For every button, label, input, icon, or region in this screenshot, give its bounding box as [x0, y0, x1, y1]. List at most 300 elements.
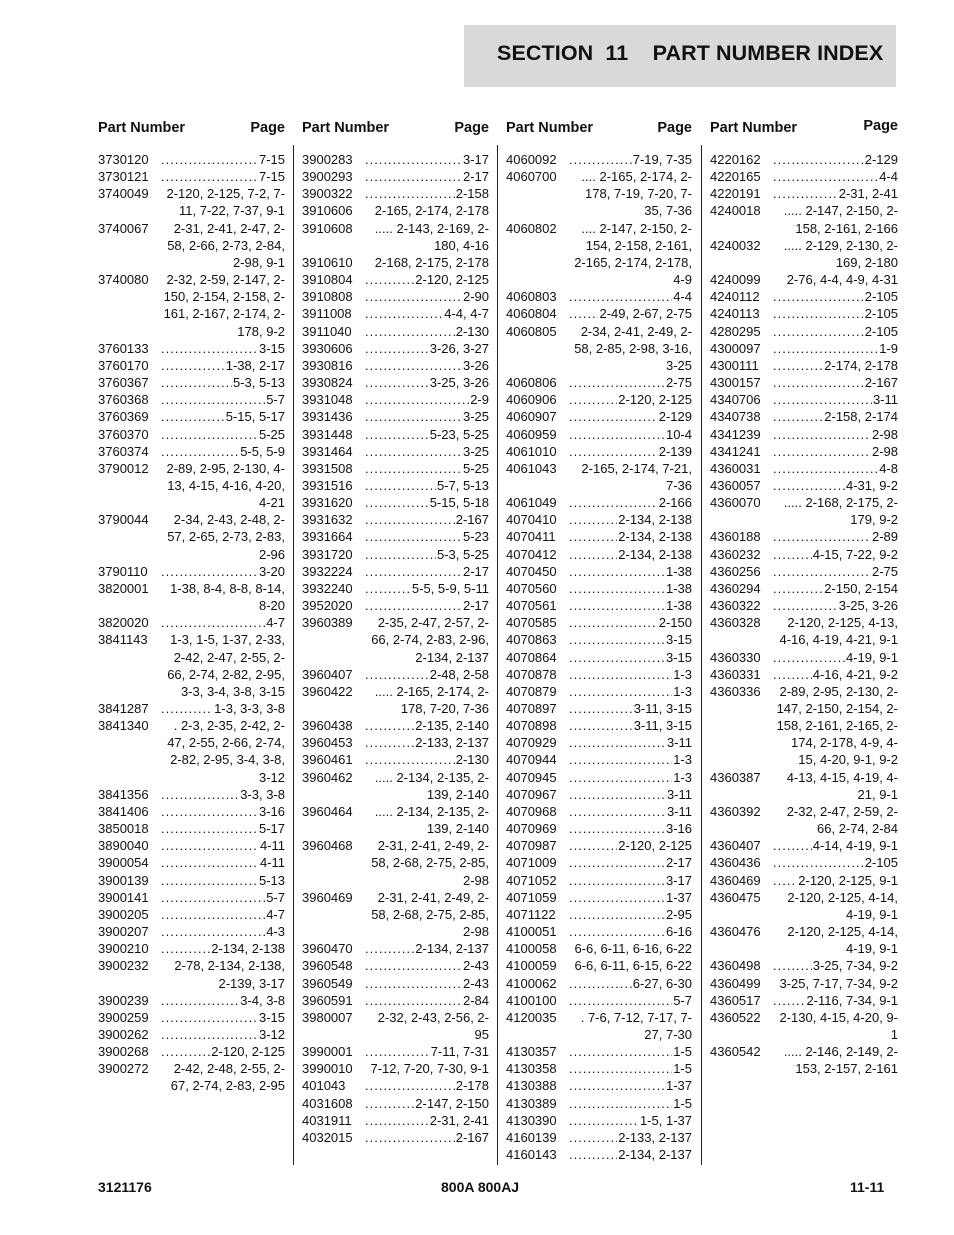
- page-reference-line: [364, 185, 489, 202]
- dot-leader: [569, 443, 658, 460]
- part-number: 4300111: [710, 357, 759, 373]
- part-number: 3931448: [302, 426, 353, 442]
- page-references: 4-4, 4-7: [444, 306, 489, 322]
- dot-leader: [569, 426, 665, 443]
- page-references: 3-17: [665, 872, 692, 888]
- page-references: 2-120, 2-125: [618, 838, 692, 854]
- index-column-4: [710, 120, 898, 1077]
- dot-leader: [773, 528, 871, 545]
- part-number: 3911008: [302, 306, 352, 322]
- index-entry: [506, 854, 692, 871]
- page-references: 2-75: [665, 375, 692, 391]
- index-entry: [506, 700, 692, 717]
- index-entry: [710, 477, 898, 494]
- page-reference-line: [568, 906, 692, 923]
- index-entry: [98, 340, 285, 357]
- page-reference-line: [568, 408, 692, 425]
- page-references: 4-7: [266, 615, 285, 631]
- page-reference-line: [364, 426, 489, 443]
- index-entry: [710, 528, 898, 545]
- index-entry: [302, 580, 489, 597]
- index-entry: [710, 357, 898, 374]
- part-number: 3931632: [302, 512, 353, 528]
- dot-leader: [569, 717, 633, 734]
- index-entry: [710, 202, 898, 236]
- page-references: 3-25, 3-26: [838, 598, 898, 614]
- page-reference-line: [772, 374, 898, 391]
- index-entry: [302, 271, 489, 288]
- dot-leader: [161, 443, 239, 460]
- page-reference-line: [160, 614, 285, 631]
- dot-leader: [365, 1129, 455, 1146]
- page-references: 2-178: [455, 1078, 489, 1094]
- part-number: 4360070: [710, 495, 761, 511]
- page-references: 2-166: [658, 495, 692, 511]
- index-entry: [302, 992, 489, 1009]
- dot-leader: [161, 872, 258, 889]
- index-entry: [506, 957, 692, 974]
- page-reference-line: [160, 443, 285, 460]
- page-reference-line: [772, 391, 898, 408]
- dot-leader: [161, 803, 258, 820]
- index-entry: [302, 803, 489, 837]
- part-number: 3931720: [302, 546, 353, 562]
- page-references: 2-168, 2-175, 2-178: [374, 254, 489, 270]
- dot-leader: [161, 426, 258, 443]
- page-references: 2-31, 2-41, 2-49, 2-58, 2-68, 2-75, 2-85, 2-98: [371, 889, 489, 940]
- page-references: 1-38, 8-4, 8-8, 8-14, 8-20: [170, 580, 285, 614]
- dot-leader: [773, 854, 864, 871]
- page-references: 4-3: [266, 924, 285, 940]
- index-entry: [710, 580, 898, 597]
- index-entry: [506, 220, 692, 289]
- dot-leader: [365, 271, 414, 288]
- page-reference-line: [568, 426, 692, 443]
- dot-leader: [365, 494, 429, 511]
- index-entry: [98, 460, 285, 511]
- page-references: 2-43: [462, 958, 489, 974]
- page-references: 2-158, 2-174: [824, 409, 898, 425]
- dot-leader: [773, 288, 864, 305]
- dot-leader: [161, 940, 210, 957]
- index-entry: [506, 1146, 692, 1163]
- page-references: 5-23: [462, 529, 489, 545]
- part-number: 4360031: [710, 460, 761, 476]
- page-references: 2-17: [462, 598, 489, 614]
- part-number: 4240018: [710, 203, 761, 219]
- index-entry: [98, 786, 285, 803]
- page-references: 6-16: [665, 924, 692, 940]
- page-reference-line: [160, 992, 285, 1009]
- index-entry: [302, 546, 489, 563]
- index-entry: [506, 872, 692, 889]
- dot-leader: [773, 426, 871, 443]
- index-entry: [98, 1060, 285, 1094]
- page-references: 5-5, 5-9, 5-11: [411, 580, 489, 596]
- dot-leader: [569, 597, 665, 614]
- part-number: 3910808: [302, 289, 353, 305]
- dot-leader: [569, 666, 672, 683]
- part-number: 3931516: [302, 477, 353, 493]
- index-entry: [710, 340, 898, 357]
- page-references: ..... 2-129, 2-130, 2-169, 2-180: [783, 237, 898, 270]
- index-entry: [98, 614, 285, 631]
- dot-leader: [569, 906, 665, 923]
- page-reference-line: [568, 734, 692, 751]
- page-references: 2-32, 2-47, 2-59, 2-66, 2-74, 2-84: [786, 803, 898, 837]
- index-entry: [710, 975, 898, 992]
- part-number: 4130357: [506, 1044, 557, 1060]
- index-entry: [98, 872, 285, 889]
- dot-leader: [569, 837, 617, 854]
- dot-leader: [773, 408, 823, 425]
- page-references: 2-133, 2-137: [415, 735, 489, 751]
- index-entry: [506, 751, 692, 768]
- index-entry: [710, 237, 898, 271]
- index-entry: [506, 546, 692, 563]
- index-entry: [710, 683, 898, 769]
- page-reference-line: [364, 511, 489, 528]
- index-entry: [302, 391, 489, 408]
- index-entry: [302, 1112, 489, 1129]
- dot-leader: [365, 511, 455, 528]
- part-number: 3900283: [302, 152, 353, 167]
- index-entry: [710, 443, 898, 460]
- page-reference-line: [568, 683, 692, 700]
- page-reference-line: [160, 426, 285, 443]
- dot-leader: [569, 374, 665, 391]
- page-heading: Page: [863, 118, 898, 134]
- page-references: 6-27, 6-30: [632, 975, 692, 991]
- column-header: [506, 120, 692, 151]
- page-reference-line: [568, 923, 692, 940]
- page-reference-line: [364, 168, 489, 185]
- page-reference-line: [160, 820, 285, 837]
- dot-leader: [365, 408, 462, 425]
- index-entry: [506, 666, 692, 683]
- index-entry: [710, 889, 898, 923]
- page-reference-line: [568, 391, 692, 408]
- page-references: 5-5, 5-9: [240, 443, 285, 459]
- index-entry: [302, 511, 489, 528]
- index-entry: [302, 734, 489, 751]
- page-reference-line: [364, 975, 489, 992]
- page-references: ..... 2-146, 2-149, 2-153, 2-157, 2-161: [783, 1044, 898, 1077]
- part-number: 3841143: [98, 632, 148, 648]
- dot-leader: [161, 391, 265, 408]
- index-entry: [98, 1009, 285, 1026]
- index-column-1: [98, 120, 285, 1095]
- index-entry: [302, 477, 489, 494]
- part-number: 4360294: [710, 580, 761, 596]
- index-column-3: [506, 120, 692, 1163]
- index-entry: [506, 580, 692, 597]
- page-references: 2-89: [871, 529, 898, 545]
- dot-leader: [569, 649, 665, 666]
- part-number: 3960462: [302, 769, 353, 785]
- index-entry: [98, 168, 285, 185]
- page-references: 3-26: [462, 357, 489, 373]
- part-number: 4070987: [506, 838, 557, 854]
- index-entry: [302, 889, 489, 940]
- part-number: 3932240: [302, 580, 353, 596]
- part-number: 4240032: [710, 237, 761, 253]
- page-references: 2-105: [864, 289, 898, 305]
- part-number: 3760367: [98, 375, 149, 391]
- page-reference-line: [568, 975, 692, 992]
- part-number: 4360330: [710, 649, 761, 665]
- dot-leader: [569, 992, 672, 1009]
- dot-leader: [773, 563, 871, 580]
- part-number: 4060907: [506, 409, 557, 425]
- page-reference-line: [364, 1043, 489, 1060]
- page-references: 4-15, 7-22, 9-2: [812, 546, 898, 562]
- dot-leader: [773, 323, 864, 340]
- page-reference-line: [364, 734, 489, 751]
- page-references: 6-6, 6-11, 6-15, 6-22: [574, 958, 692, 974]
- page-reference-line: [568, 786, 692, 803]
- part-number: 3890040: [98, 838, 149, 854]
- index-entry: [98, 923, 285, 940]
- dot-leader: [569, 151, 632, 168]
- page-reference-line: [568, 1146, 692, 1163]
- index-entry: [98, 837, 285, 854]
- dot-leader: [161, 854, 259, 871]
- page-reference-line: [772, 323, 898, 340]
- index-entry: [710, 854, 898, 871]
- index-entry: [98, 391, 285, 408]
- part-number: 4070897: [506, 701, 557, 716]
- page-reference-line: [568, 494, 692, 511]
- part-number: 4360336: [710, 683, 761, 699]
- column-divider: [497, 145, 498, 1165]
- page-reference-line: [364, 357, 489, 374]
- dot-leader: [773, 546, 812, 563]
- index-entry: [302, 751, 489, 768]
- dot-leader: [773, 185, 838, 202]
- dot-leader: [365, 426, 429, 443]
- footer-doc-number: 3121176: [98, 1179, 152, 1195]
- page-references: 1-37: [665, 889, 692, 905]
- index-entry: [302, 1095, 489, 1112]
- page-references: 2-17: [665, 855, 692, 871]
- index-entry: [506, 923, 692, 940]
- part-number: 3900268: [98, 1044, 149, 1060]
- page-reference-line: [568, 563, 692, 580]
- dot-leader: [569, 769, 672, 786]
- dot-leader: [569, 511, 617, 528]
- part-number: 3841406: [98, 803, 149, 819]
- page-reference-line: [568, 992, 692, 1009]
- index-entry: [710, 323, 898, 340]
- page-references: 7-15: [258, 169, 285, 185]
- page-references: 2-120, 2-125, 9-1: [798, 872, 898, 888]
- page-references: 7-15: [258, 152, 285, 167]
- dot-leader: [773, 837, 812, 854]
- dot-leader: [365, 666, 429, 683]
- index-entry: [506, 649, 692, 666]
- page-references: 2-174, 2-178: [824, 357, 898, 373]
- dot-leader: [365, 734, 414, 751]
- page-reference-line: [364, 323, 489, 340]
- index-entry: [302, 957, 489, 974]
- part-number: 3900322: [302, 186, 353, 202]
- page-references: 2-134, 2-138: [211, 941, 285, 957]
- index-entry: [98, 580, 285, 614]
- page-references: 3-11: [666, 803, 692, 819]
- page-references: 5-17: [258, 821, 285, 837]
- page-references: 1-38: [665, 598, 692, 614]
- index-entry: [506, 288, 692, 305]
- part-number: 3960422: [302, 683, 353, 699]
- dot-leader: [569, 683, 672, 700]
- page-references: 2-84: [462, 992, 489, 1008]
- page-references: 5-3, 5-25: [436, 546, 489, 562]
- page-reference-line: [160, 803, 285, 820]
- page-references: 3-17: [462, 152, 489, 167]
- page-references: 3-12: [258, 1026, 285, 1042]
- page-references: ..... 2-134, 2-135, 2-139, 2-140: [374, 769, 489, 802]
- page-references: 3-11, 3-15: [633, 701, 692, 716]
- dot-leader: [569, 305, 598, 322]
- dot-leader: [569, 820, 665, 837]
- index-entry: [98, 803, 285, 820]
- index-entry: [98, 906, 285, 923]
- page-references: 1-3: [673, 752, 692, 768]
- page-references: 2-134, 2-138: [618, 512, 692, 528]
- dot-leader: [365, 460, 462, 477]
- page-reference-line: [568, 614, 692, 631]
- page-references: 2-130, 4-15, 4-20, 9-1: [779, 1009, 898, 1042]
- dot-leader: [161, 563, 258, 580]
- page-references: 2-95: [665, 906, 692, 922]
- page-references: 5-7: [266, 392, 285, 408]
- dot-leader: [569, 1043, 672, 1060]
- page-reference-line: [160, 889, 285, 906]
- page-reference-line: [568, 889, 692, 906]
- page-references: 2-129: [864, 152, 898, 167]
- part-number: 3911040: [302, 323, 352, 339]
- part-number: 3900139: [98, 872, 149, 888]
- index-entry: [506, 1060, 692, 1077]
- part-number: 3760374: [98, 443, 149, 459]
- part-number: 4032015: [302, 1129, 353, 1145]
- dot-leader: [365, 374, 429, 391]
- page-references: 2-89, 2-95, 2-130, 2-147, 2-150, 2-154, 2-158, 2-161, 2-165, 2-174, 2-178, 4-9, 4-15, 4-20, 9-1, 9-2: [776, 683, 898, 768]
- dot-leader: [365, 1095, 414, 1112]
- index-entry: [506, 717, 692, 734]
- part-number: 4070560: [506, 580, 557, 596]
- page-references: 1-9: [879, 340, 898, 356]
- page-references: 3-25, 7-17, 7-34, 9-2: [779, 975, 898, 991]
- part-number: 4120035: [506, 1009, 557, 1025]
- part-number: 3931620: [302, 495, 353, 511]
- dot-leader: [773, 597, 838, 614]
- index-entry: [506, 597, 692, 614]
- dot-leader: [569, 975, 632, 992]
- page-reference-line: [772, 357, 898, 374]
- dot-leader: [773, 305, 864, 322]
- part-number: 3932224: [302, 563, 353, 579]
- index-entry: [710, 563, 898, 580]
- column-header: [710, 120, 898, 151]
- dot-leader: [365, 357, 462, 374]
- index-entry: [506, 460, 692, 494]
- page-references: 3-16: [258, 803, 285, 819]
- page-references: 4-11: [259, 838, 285, 854]
- part-number: 4360476: [710, 924, 761, 940]
- part-number: 3952020: [302, 598, 353, 614]
- page-reference-line: [364, 460, 489, 477]
- dot-leader: [569, 288, 672, 305]
- page-heading: Page: [454, 120, 489, 136]
- index-entry: [506, 734, 692, 751]
- index-entry: [506, 940, 692, 957]
- index-entry: [506, 305, 692, 322]
- dot-leader: [773, 357, 823, 374]
- page-reference-line: [772, 477, 898, 494]
- page-reference-line: [160, 1043, 285, 1060]
- page-references: 2-129: [658, 409, 692, 425]
- page-reference-line: [364, 546, 489, 563]
- part-number: 3760368: [98, 392, 149, 408]
- part-number: 4061049: [506, 495, 557, 511]
- page-references: 5-3, 5-13: [232, 375, 285, 391]
- part-number: 4360522: [710, 1009, 761, 1025]
- page-references: 2-35, 2-47, 2-57, 2-66, 2-74, 2-83, 2-96, 2-134, 2-137: [371, 615, 489, 665]
- page-reference-line: [568, 854, 692, 871]
- page-reference-line: [160, 786, 285, 803]
- dot-leader: [365, 580, 411, 597]
- page-reference-line: [364, 528, 489, 545]
- page-references: 2-120, 2-125, 7-2, 7-11, 7-22, 7-37, 9-1: [166, 186, 285, 219]
- part-number: 3730120: [98, 152, 149, 167]
- page-reference-line: [160, 563, 285, 580]
- page-references: 4-4: [879, 169, 898, 185]
- index-entry: [506, 408, 692, 425]
- part-number: 4071122: [506, 906, 556, 922]
- dot-leader: [773, 666, 812, 683]
- page-reference-line: [568, 151, 692, 168]
- part-number: 3760370: [98, 426, 149, 442]
- dot-leader: [161, 1026, 258, 1043]
- index-entry: [302, 220, 489, 254]
- page-references: 5-13: [258, 872, 285, 888]
- page-references: 2-89, 2-95, 2-130, 4-13, 4-15, 4-16, 4-20, 4-21: [166, 460, 285, 511]
- page-references: 2-34, 2-41, 2-49, 2-58, 2-85, 2-98, 3-16, 3-25: [574, 323, 692, 373]
- page-reference-line: [160, 357, 285, 374]
- part-number: 4070863: [506, 632, 557, 648]
- part-number: 3900272: [98, 1061, 149, 1077]
- part-number: 4070878: [506, 666, 557, 682]
- page-reference-line: [364, 1112, 489, 1129]
- dot-leader: [161, 614, 265, 631]
- page-reference-line: [772, 854, 898, 871]
- dot-leader: [773, 872, 797, 889]
- page-reference-line: [364, 666, 489, 683]
- page-references: 2-120, 2-125: [415, 272, 489, 288]
- index-entry: [98, 443, 285, 460]
- page-reference-line: [364, 477, 489, 494]
- part-number: 4070412: [506, 546, 557, 562]
- page-references: 2-167: [864, 375, 898, 391]
- part-number: 3910608: [302, 220, 353, 236]
- part-number: 3900141: [98, 889, 149, 905]
- section-title: SECTION 11 PART NUMBER INDEX: [497, 41, 884, 65]
- part-number: 4360387: [710, 769, 761, 785]
- page-reference-line: [772, 528, 898, 545]
- dot-leader: [773, 992, 805, 1009]
